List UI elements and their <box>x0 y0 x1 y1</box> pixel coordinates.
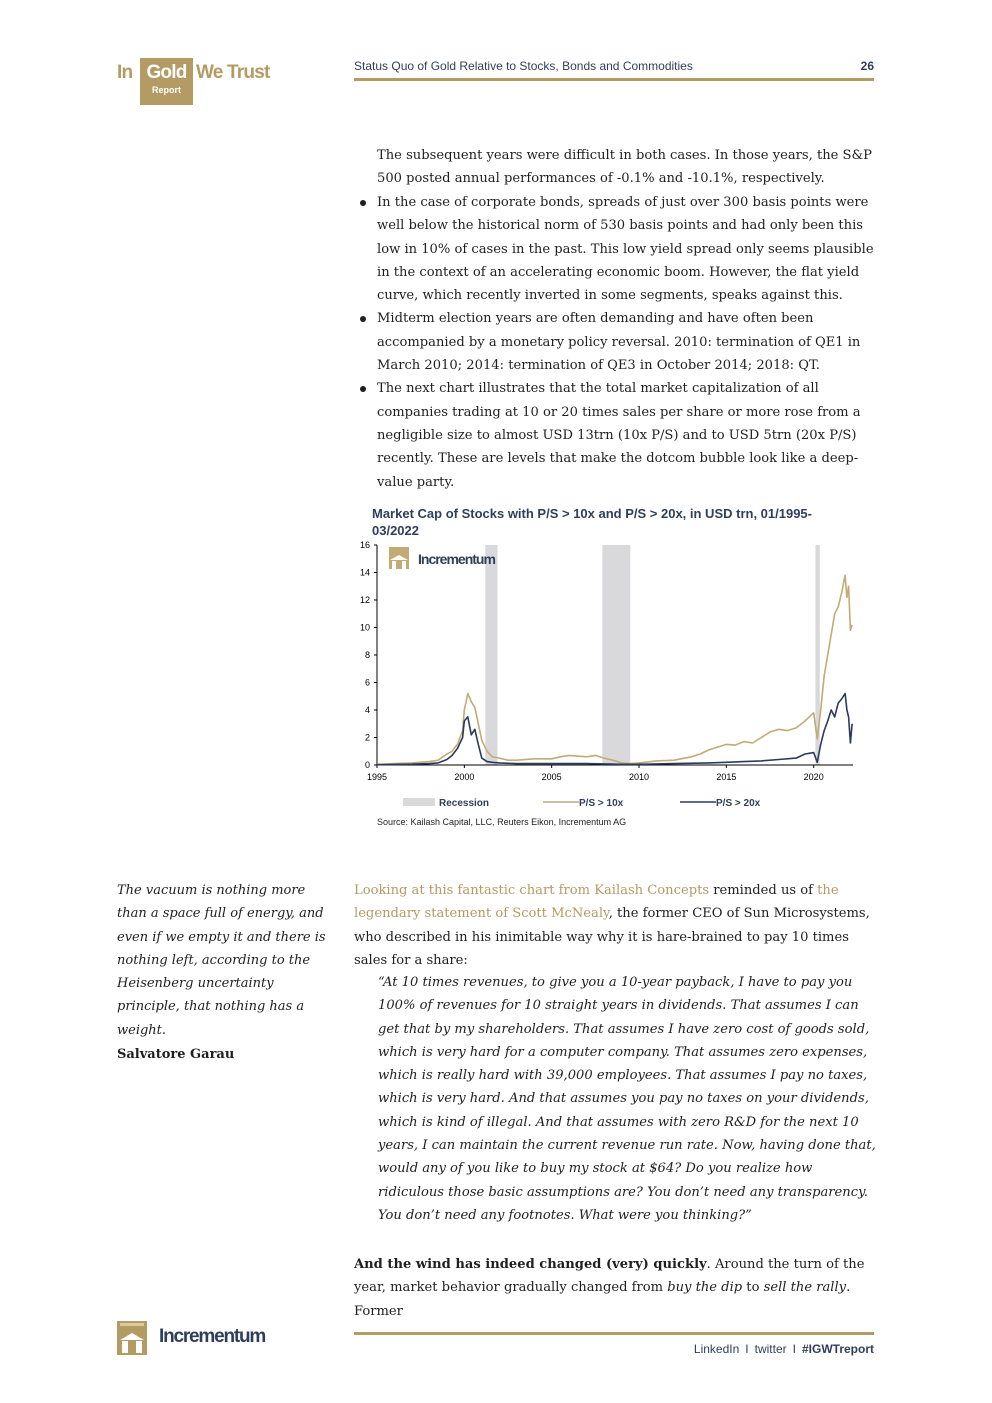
footer-separator: I <box>745 1342 749 1356</box>
sidebar-quote: The vacuum is nothing more than a space full of energy, and even if we empty it and there is nothing left, according to the Heisenberg uncertainty principle, that nothing has a weight. <box>117 883 326 1038</box>
sidebar-quote-author: Salvatore Garau <box>117 1047 235 1062</box>
y-tick-label: 12 <box>359 595 370 605</box>
logo-we-trust: We Trust <box>196 62 270 83</box>
watermark-text: Incrementum <box>418 551 495 567</box>
kailash-chart-link[interactable]: Looking at this fantastic chart from Kailash Concepts <box>354 883 710 898</box>
chart-source: Source: Kailash Capital, LLC, Reuters Eikon, Incrementum AG <box>377 817 627 827</box>
logo-gold-box <box>140 58 193 105</box>
recession-band <box>602 545 630 765</box>
mcnealy-quote: “At 10 times revenues, to give you a 10-year payback, I have to pay you 100% of revenues for 10 straight years in dividends. That assumes I can get that by my shareholders. That assumes I have zero cost of goods sold, which is very hard for a computer company. That assumes zero expenses, which is really hard with 39,000 employees. That assumes I pay no taxes, which is very hard. And that assumes you pay no taxes on your dividends, which is kind of illegal. And that assumes with zero R&D for the next 10 years, I can maintain the current revenue run rate. Now, having done that, would any of you like to buy my stock at $64? Do you realize how ridiculous those basic assumptions are? You don’t need any transparency. You don’t need any footnotes. What were you thinking?” <box>378 975 876 1223</box>
igwt-hashtag-link[interactable]: #IGWTreport <box>801 1342 874 1356</box>
para3-text-3: . Former <box>354 1280 851 1319</box>
wind-changed-paragraph <box>354 1253 876 1323</box>
para3-text-1: . Around the turn of the year, market behavior gradually changed from <box>354 1257 865 1296</box>
logo-report: Report <box>152 85 181 95</box>
legend-label: Recession <box>439 798 490 809</box>
y-tick-label: 16 <box>359 540 370 550</box>
y-tick-label: 10 <box>359 622 370 633</box>
x-tick-label: 2000 <box>454 772 475 782</box>
x-tick-label: 2005 <box>541 772 562 782</box>
y-tick-label: 14 <box>359 567 370 578</box>
para2-text-2: , the former CEO of Sun Microsystems, who described in his inimitable way why it is hare-brained to pay 10 times sales for a share: <box>354 906 870 968</box>
incrementum-footer-logo <box>117 1321 287 1355</box>
incrementum-mark-icon <box>117 1321 147 1355</box>
header-rule <box>354 78 874 81</box>
y-tick-label: 0 <box>364 760 370 770</box>
bullet-item: In the case of corporate bonds, spreads of just over 300 basis points were well below the historical norm of 530 basis points and had only been this low in 10% of cases in the past. This low yield spread only seems plausible in the context of an accelerating economic boom. However, the flat yield curve, which recently inverted in some segments, speaks against this. <box>377 191 877 307</box>
x-tick-label: 2020 <box>803 772 824 782</box>
footer-rule <box>354 1332 874 1335</box>
logo-in: In <box>117 62 133 83</box>
x-tick-label: 2015 <box>716 772 737 782</box>
y-tick-label: 2 <box>364 732 370 743</box>
bullet-item: The next chart illustrates that the total market capitalization of all companies trading at 10 or 20 times sales per share or more rose from a negligible size to almost USD 13trn (10x P/S) and to USD 5trn (20x P/S) recently. These are levels that make the dotcom bubble look like a deep-value party. <box>377 377 877 493</box>
mcnealy-statement-link[interactable]: the legendary statement of Scott McNealy <box>354 883 839 922</box>
y-tick-label: 6 <box>364 677 370 688</box>
para3-italic-2: sell the rally <box>763 1280 847 1296</box>
y-tick-label: 8 <box>364 650 370 660</box>
incrementum-watermark <box>389 547 409 569</box>
linkedin-link[interactable]: LinkedIn <box>693 1342 740 1356</box>
footer-links <box>560 1342 874 1356</box>
x-tick-label: 1995 <box>366 772 388 782</box>
bullet-item: Midterm election years are often demanding and have often been accompanied by a monetary policy reversal. 2010: termination of QE1 in March 2010; 2014: termination of QE3 in October 2014; 2018: QT. <box>377 307 877 377</box>
bullet-list <box>377 191 877 494</box>
legend-swatch-recession <box>403 798 435 806</box>
para3-italic-1: buy the dip <box>667 1280 743 1296</box>
legend-label: P/S > 10x <box>579 798 624 809</box>
twitter-link[interactable]: twitter <box>754 1342 787 1356</box>
in-gold-we-trust-logo <box>117 58 287 108</box>
para3-bold-lead: And the wind has indeed changed (very) quickly <box>354 1257 707 1272</box>
logo-gold: Gold <box>146 62 187 83</box>
legend-label: P/S > 20x <box>716 798 761 809</box>
footer-separator: I <box>792 1342 796 1356</box>
chart-title: Market Cap of Stocks with P/S > 10x and P/S > 20x, in USD trn, 01/1995-03/2022 <box>372 506 812 538</box>
page-number: 26 <box>860 59 874 73</box>
header-title: Status Quo of Gold Relative to Stocks, Bonds and Commodities <box>354 59 693 73</box>
recession-band <box>485 545 497 765</box>
para2-text-1: reminded us of <box>709 883 818 898</box>
para3-text-2: to <box>742 1280 764 1296</box>
x-tick-label: 2010 <box>629 772 650 782</box>
mcnealy-paragraph <box>354 879 876 972</box>
y-tick-label: 4 <box>364 705 370 715</box>
market-cap-chart <box>350 538 870 812</box>
intro-paragraph: The subsequent years were difficult in both cases. In those years, the S&P 500 posted annual performances of -0.1% and -10.1%, respectively. <box>377 148 872 187</box>
footer-logo-text: Incrementum <box>159 1326 266 1347</box>
